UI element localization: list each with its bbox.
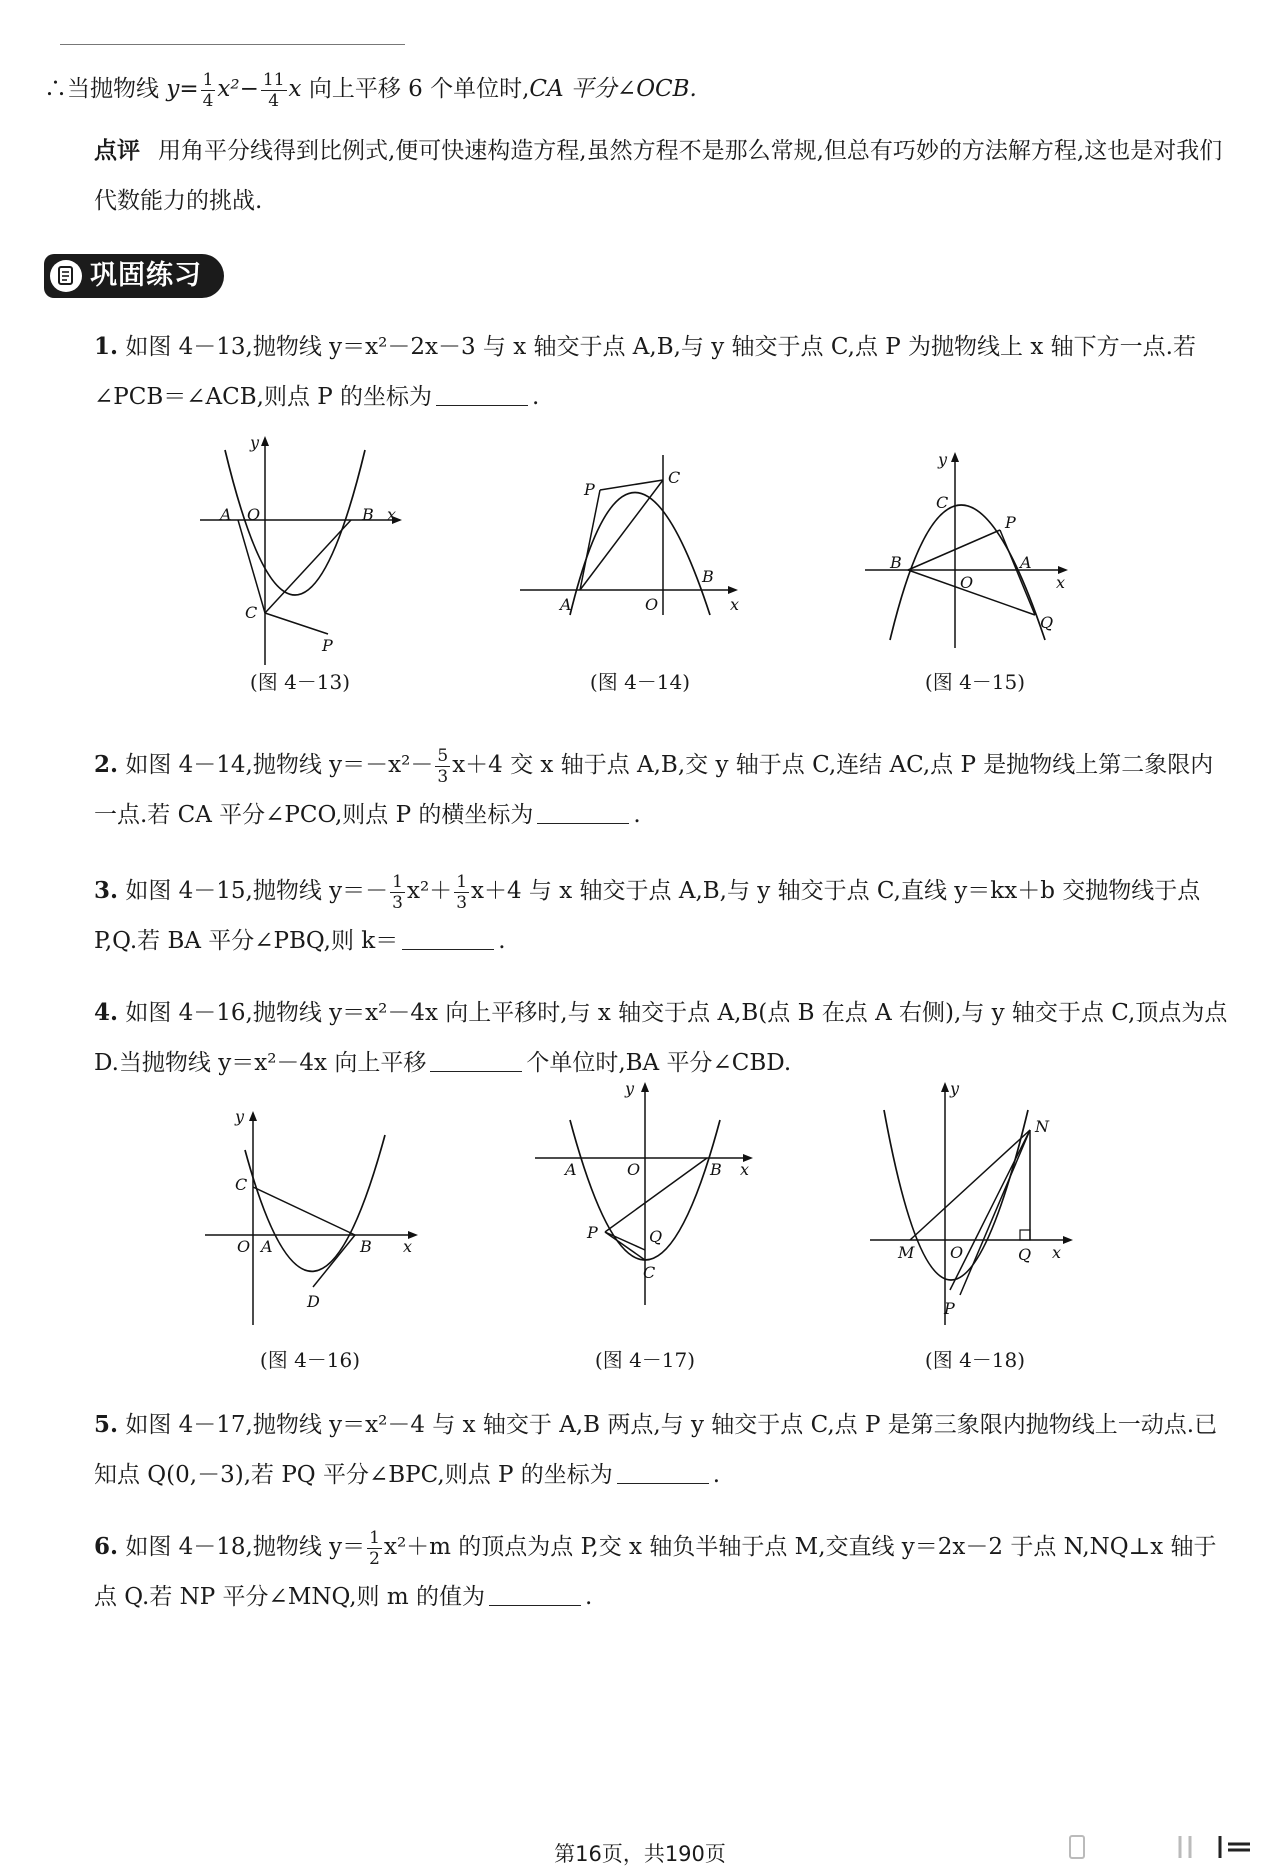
fig-label-o: O (247, 505, 261, 524)
question-text-b: x²＋ (406, 878, 453, 904)
figure-4-17 (535, 1080, 765, 1314)
frac-den: 3 (392, 892, 403, 913)
fig-label-y: y (950, 1080, 960, 1098)
fig-label-o: O (950, 1243, 964, 1262)
eq-y: y (166, 76, 180, 102)
fig-label-o: O (237, 1237, 251, 1256)
fig-label-x: x (1052, 1243, 1062, 1262)
eq-x: x (288, 76, 302, 102)
review-paragraph (44, 126, 1236, 226)
figure-4-13 (200, 430, 420, 684)
fig-label-c: C (245, 603, 258, 622)
frac-num: 1 (456, 871, 468, 892)
review-text: 用角平分线得到比例式,便可快速构造方程,虽然方程不是那么常规,但总有巧妙的方法解方程,这也是对我们代数能力的挑战. (94, 138, 1223, 214)
answer-blank[interactable] (402, 927, 494, 950)
question-end: . (712, 1462, 721, 1488)
fig-label-c: C (235, 1175, 248, 1194)
fig-label-p: P (1005, 513, 1016, 532)
fig-label-b: B (360, 1237, 372, 1256)
caption-4-16: (图 4－16) (259, 1348, 361, 1372)
fig-label-c: C (936, 493, 949, 512)
answer-blank[interactable] (537, 801, 629, 824)
question-1 (44, 322, 1236, 422)
fig-label-y: y (250, 433, 260, 452)
fig-label-n: N (1035, 1117, 1049, 1136)
fig-label-m: M (898, 1243, 915, 1262)
fig-label-p: P (322, 636, 333, 655)
fraction-1-2 (367, 1528, 382, 1569)
fig-label-c: C (643, 1263, 656, 1282)
eq-sign: = (179, 76, 199, 102)
fig-label-a: A (261, 1237, 273, 1256)
conclusion-text: ∴当抛物线 (44, 76, 167, 102)
question-end: . (532, 384, 540, 410)
question-text-b: x²＋m 的顶点为点 P,交 x 轴负半轴于点 M,交直线 y＝2x－2 于点 N,NQ⊥x 轴于点 Q.若 NP 平分∠MNQ,则 m 的值为 (94, 1534, 1217, 1610)
question-text: 如图 4－17,抛物线 y＝x²－4 与 x 轴交于 A,B 两点,与 y 轴交于点 C,点 P 是第三象限内抛物线上一动点.已知点 Q(0,－3),若 PQ 平分∠BPC,则点 P 的坐标为 (94, 1412, 1218, 1488)
question-text: 如图 4－16,抛物线 y＝x²－4x 向上平移时,与 x 轴交于点 A,B(点 B 在点 A 右侧),与 y 轴交于点 C,顶点为点 D.当抛物线 y＝x²－4x 向上平移 (94, 1000, 1228, 1076)
frac-den: 4 (202, 90, 214, 111)
answer-blank[interactable] (617, 1461, 709, 1484)
fig-label-p: P (587, 1223, 598, 1242)
fig-label-p: P (944, 1299, 955, 1318)
figure-4-14 (520, 450, 750, 624)
frac-den: 3 (437, 766, 449, 787)
section-title: 巩固练习 (90, 260, 202, 291)
page-indicator: 第16页，共190页 (554, 1842, 726, 1866)
fig-label-c: C (668, 468, 681, 487)
fig-label-y: y (938, 450, 948, 469)
frac-num: 1 (369, 1527, 380, 1548)
fig-label-x: x (387, 505, 397, 524)
fig-label-o: O (627, 1160, 641, 1179)
question-end: . (584, 1584, 593, 1610)
question-number: 6. (94, 1533, 119, 1560)
fig-label-a: A (1020, 553, 1032, 572)
conclusion-line (44, 64, 1236, 114)
question-6 (44, 1522, 1236, 1622)
question-2 (44, 740, 1236, 840)
viewer-controls (1060, 1832, 1260, 1862)
fig-label-a: A (220, 505, 232, 524)
fig-label-x: x (403, 1237, 413, 1256)
figure-4-18 (870, 1080, 1090, 1334)
fig-label-y: y (235, 1107, 245, 1126)
fig-label-b: B (362, 505, 374, 524)
fraction-5-3 (435, 746, 450, 787)
fig-label-y: y (625, 1080, 635, 1098)
fraction-1-3 (390, 872, 405, 913)
fig-label-a: A (565, 1160, 577, 1179)
fig-label-q: Q (1040, 613, 1054, 632)
fig-label-x: x (730, 595, 740, 614)
question-text: 如图 4－14,抛物线 y＝－x²－ (125, 752, 434, 778)
fig-label-p: P (584, 480, 595, 499)
question-end: . (633, 802, 641, 828)
eq-term: x²− (217, 76, 259, 102)
fig-label-o: O (645, 595, 659, 614)
question-3 (44, 866, 1236, 966)
conclusion-text-b: 向上平移 6 个单位时, (301, 76, 530, 102)
caption-4-18: (图 4－18) (924, 1348, 1026, 1372)
frac-den: 4 (268, 90, 280, 111)
caption-4-13: (图 4－13) (249, 670, 351, 694)
fig-label-o: O (960, 573, 974, 592)
fig-label-q: Q (1018, 1245, 1032, 1264)
fig-label-a: A (560, 595, 572, 614)
frac-num: 1 (392, 871, 403, 892)
fraction-1-3b (454, 872, 469, 913)
question-text: 如图 4－18,抛物线 y＝ (125, 1534, 366, 1560)
frac-num: 1 (202, 69, 214, 90)
fig-label-b: B (890, 553, 902, 572)
figure-4-15 (860, 450, 1080, 654)
fraction-1-4 (201, 70, 216, 111)
frac-num: 11 (262, 69, 285, 90)
question-number: 5. (94, 1411, 119, 1438)
section-banner (44, 254, 224, 298)
frac-num: 5 (437, 745, 449, 766)
question-text: 如图 4－15,抛物线 y＝－ (125, 878, 389, 904)
question-number: 4. (94, 999, 119, 1026)
fig-label-x: x (1056, 573, 1066, 592)
fig-label-b: B (702, 567, 714, 586)
question-number: 3. (94, 877, 119, 904)
figure-4-16 (205, 1100, 425, 1334)
frac-den: 2 (369, 1548, 380, 1569)
question-text-c: x＋4 与 x 轴交于点 A,B,与 y 轴交于点 C,直线 y＝kx＋b 交抛物线于点 P,Q.若 BA 平分∠PBQ,则 k＝ (94, 878, 1201, 954)
fig-label-x: x (740, 1160, 750, 1179)
answer-blank[interactable] (430, 1049, 522, 1072)
answer-blank[interactable] (436, 383, 528, 406)
top-rule (60, 44, 405, 45)
notebook-icon (50, 260, 82, 292)
caption-4-17: (图 4－17) (594, 1348, 696, 1372)
question-4 (44, 988, 1236, 1088)
question-5 (44, 1400, 1236, 1500)
answer-blank[interactable] (489, 1583, 581, 1606)
question-end: 个单位时,BA 平分∠CBD. (526, 1050, 792, 1076)
fig-label-b: B (710, 1160, 722, 1179)
conclusion-text-c: CA 平分∠OCB. (529, 76, 697, 102)
review-label: 点评 (94, 137, 140, 164)
frac-den: 3 (456, 892, 468, 913)
thumbnail-icon[interactable] (1180, 1836, 1250, 1858)
question-end: . (498, 928, 506, 954)
caption-4-15: (图 4－15) (924, 670, 1026, 694)
scroll-marker-icon[interactable] (1070, 1836, 1084, 1858)
question-text: 如图 4－13,抛物线 y＝x²－2x－3 与 x 轴交于点 A,B,与 y 轴交于点 C,点 P 为抛物线上 x 轴下方一点.若∠PCB＝∠ACB,则点 P 的坐标为 (94, 334, 1196, 410)
fig-label-d: D (307, 1292, 320, 1311)
question-text-b: x＋4 交 x 轴于点 A,B,交 y 轴于点 C,连结 AC,点 P 是抛物线上第二象限内一点.若 CA 平分∠PCO,则点 P 的横坐标为 (94, 752, 1214, 828)
fraction-11-4 (261, 70, 287, 111)
question-number: 2. (94, 751, 119, 778)
question-number: 1. (94, 333, 119, 360)
caption-4-14: (图 4－14) (589, 670, 691, 694)
fig-label-q: Q (649, 1227, 663, 1246)
